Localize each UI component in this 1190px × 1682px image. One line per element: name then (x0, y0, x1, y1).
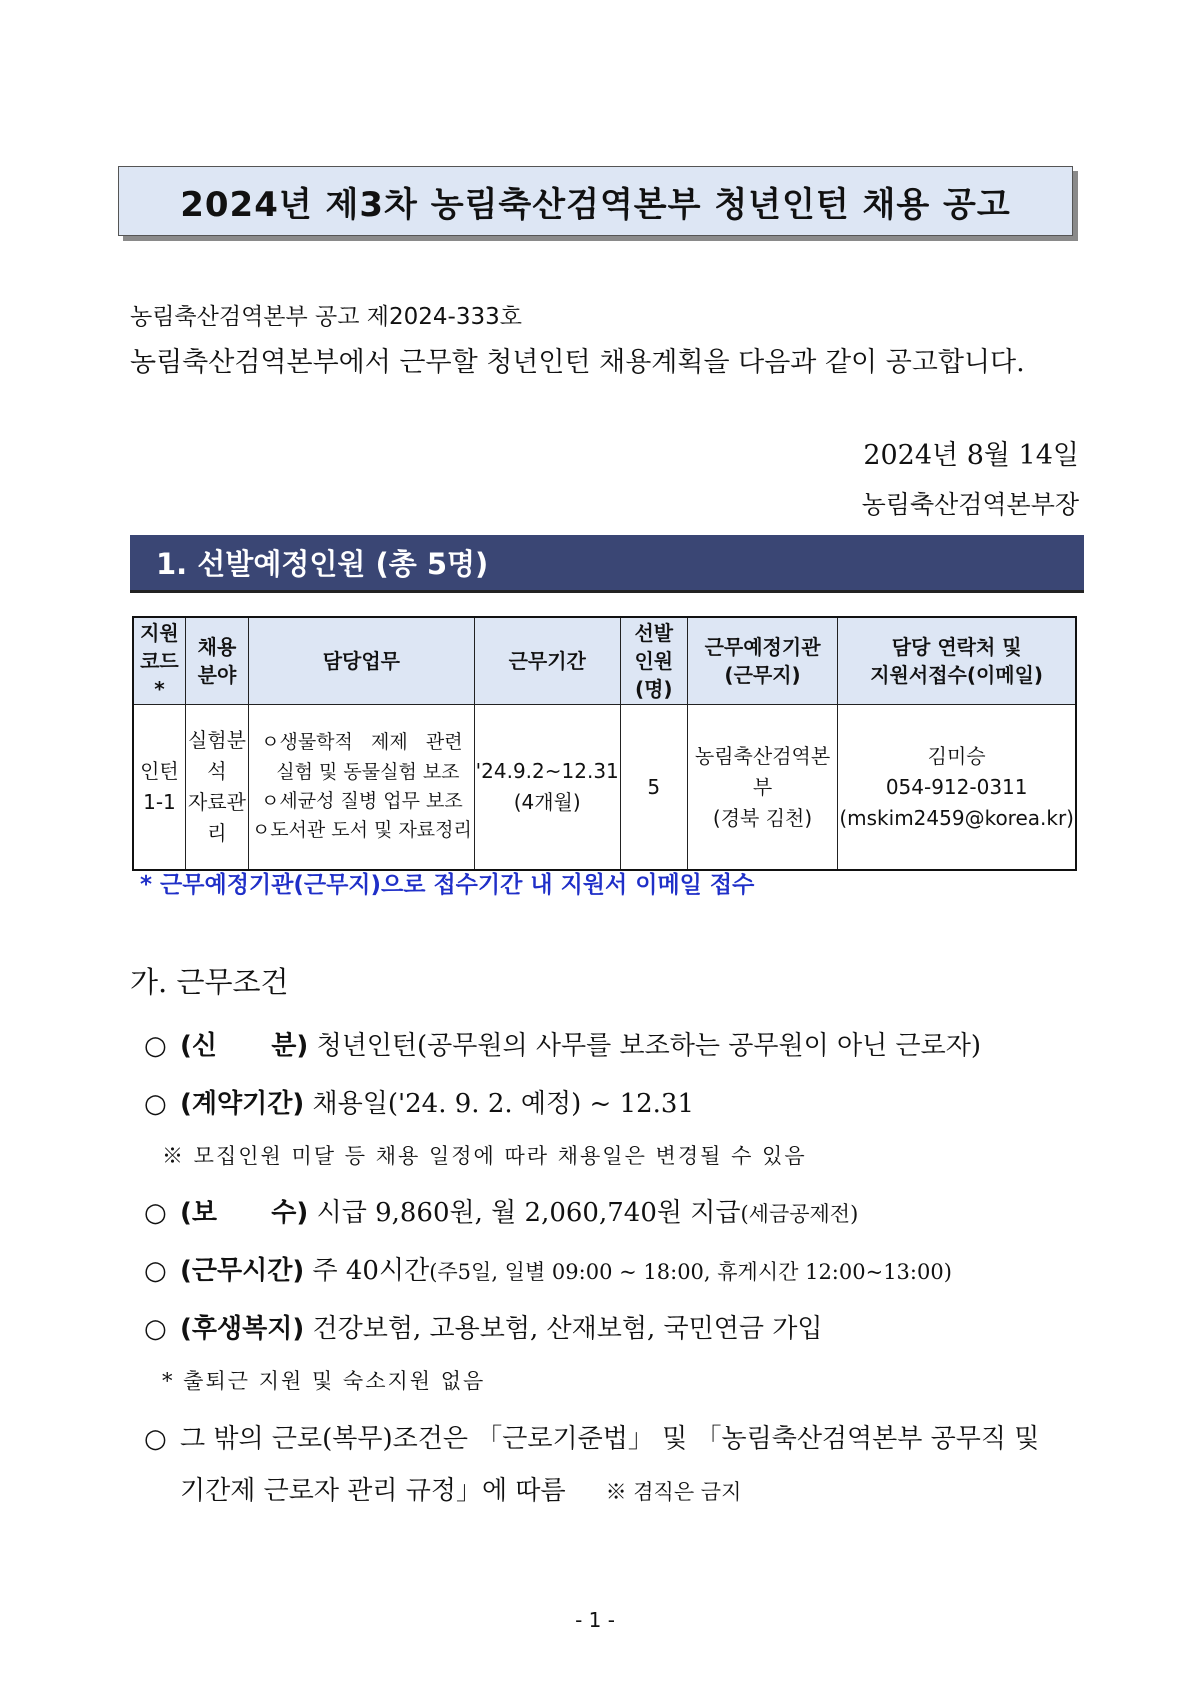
bullet-icon: ○ (144, 1089, 167, 1119)
bullet-icon: ○ (144, 1198, 167, 1228)
header-count: 선발 인원(명) (620, 617, 687, 705)
application-note: * 근무예정기관(근무지)으로 접수기간 내 지원서 이메일 접수 (140, 872, 755, 898)
pay-value: 시급 9,860원, 월 2,060,740원 지급 (308, 1198, 741, 1228)
hours-label: (근무시간) (180, 1256, 305, 1286)
bullet-icon: ○ (144, 1031, 167, 1061)
table-row (133, 705, 1076, 871)
issuer: 농림축산검역본부장 (861, 490, 1079, 519)
header-agency: 근무예정기관 (근무지) (687, 617, 838, 705)
cell-count: 5 (620, 705, 687, 871)
condition-hours (144, 1250, 952, 1287)
welfare-note: * 출퇴근 지원 및 숙소지원 없음 (162, 1369, 486, 1393)
other-line1: 그 밖의 근로(복무)조건은 「근로기준법」 및 「농림축산검역본부 공무직 및 (180, 1424, 1040, 1454)
announcement-date: 2024년 8월 14일 (863, 440, 1079, 471)
header-field: 채용 분야 (185, 617, 248, 705)
header-code: 지원 코드* (133, 617, 185, 705)
contract-value: 채용일('24. 9. 2. 예정) ~ 12.31 (304, 1089, 695, 1119)
welfare-value: 건강보험, 고용보험, 산재보험, 국민연금 가입 (304, 1314, 823, 1344)
cell-field: 실험분석 자료관리 (185, 705, 248, 871)
contract-label: (계약기간) (180, 1089, 305, 1119)
header-period: 근무기간 (474, 617, 620, 705)
section1-heading: 1. 선발예정인원 (총 5명) (130, 535, 1084, 593)
intro-text: 농림축산검역본부에서 근무할 청년인턴 채용계획을 다음과 같이 공고합니다. (130, 347, 1025, 378)
bullet-icon: ○ (144, 1256, 167, 1286)
table-header-row (133, 617, 1076, 705)
condition-welfare (144, 1308, 822, 1345)
header-duties: 담당업무 (249, 617, 475, 705)
cell-agency: 농림축산검역본부 (경북 김천) (687, 705, 838, 871)
bullet-icon: ○ (144, 1424, 167, 1454)
condition-other-cont (180, 1470, 741, 1507)
other-line2: 기간제 근로자 관리 규정」에 따름 (180, 1476, 566, 1506)
condition-status (144, 1025, 981, 1062)
pay-small: (세금공제전) (740, 1202, 859, 1226)
condition-pay (144, 1192, 858, 1229)
other-note: ※ 겸직은 금지 (605, 1480, 742, 1504)
cell-contact: 김미승 054-912-0311 (mskim2459@korea.kr) (838, 705, 1076, 871)
condition-contract (144, 1083, 694, 1120)
status-value: 청년인턴(공무원의 사무를 보조하는 공무원이 아닌 근로자) (308, 1031, 981, 1061)
announcement-number: 농림축산검역본부 공고 제2024-333호 (130, 304, 522, 330)
pay-label: (보 수) (180, 1198, 309, 1228)
condition-other (144, 1418, 1039, 1455)
cell-code: 인턴 1-1 (133, 705, 185, 871)
header-contact: 담당 연락처 및 지원서접수(이메일) (838, 617, 1076, 705)
hours-small: (주5일, 일별 09:00 ~ 18:00, 휴게시간 12:00~13:00) (429, 1260, 952, 1284)
page-number: - 1 - (575, 1608, 615, 1632)
document-title: 2024년 제3차 농림축산검역본부 청년인턴 채용 공고 (118, 166, 1073, 236)
contract-note: ※ 모집인원 미달 등 채용 일정에 따라 채용일은 변경될 수 있음 (162, 1144, 807, 1168)
hours-value: 주 40시간 (304, 1256, 430, 1286)
conditions-heading: 가. 근무조건 (130, 965, 289, 999)
cell-duties: ㅇ생물학적 제제 관련 실험 및 동물실험 보조 ㅇ세균성 질병 업무 보조 ㅇ도서관 도서 및 자료정리 (249, 705, 475, 871)
recruitment-table (132, 616, 1077, 871)
status-label: (신 분) (180, 1031, 309, 1061)
welfare-label: (후생복지) (180, 1314, 305, 1344)
bullet-icon: ○ (144, 1314, 167, 1344)
cell-period: '24.9.2~12.31 (4개월) (474, 705, 620, 871)
